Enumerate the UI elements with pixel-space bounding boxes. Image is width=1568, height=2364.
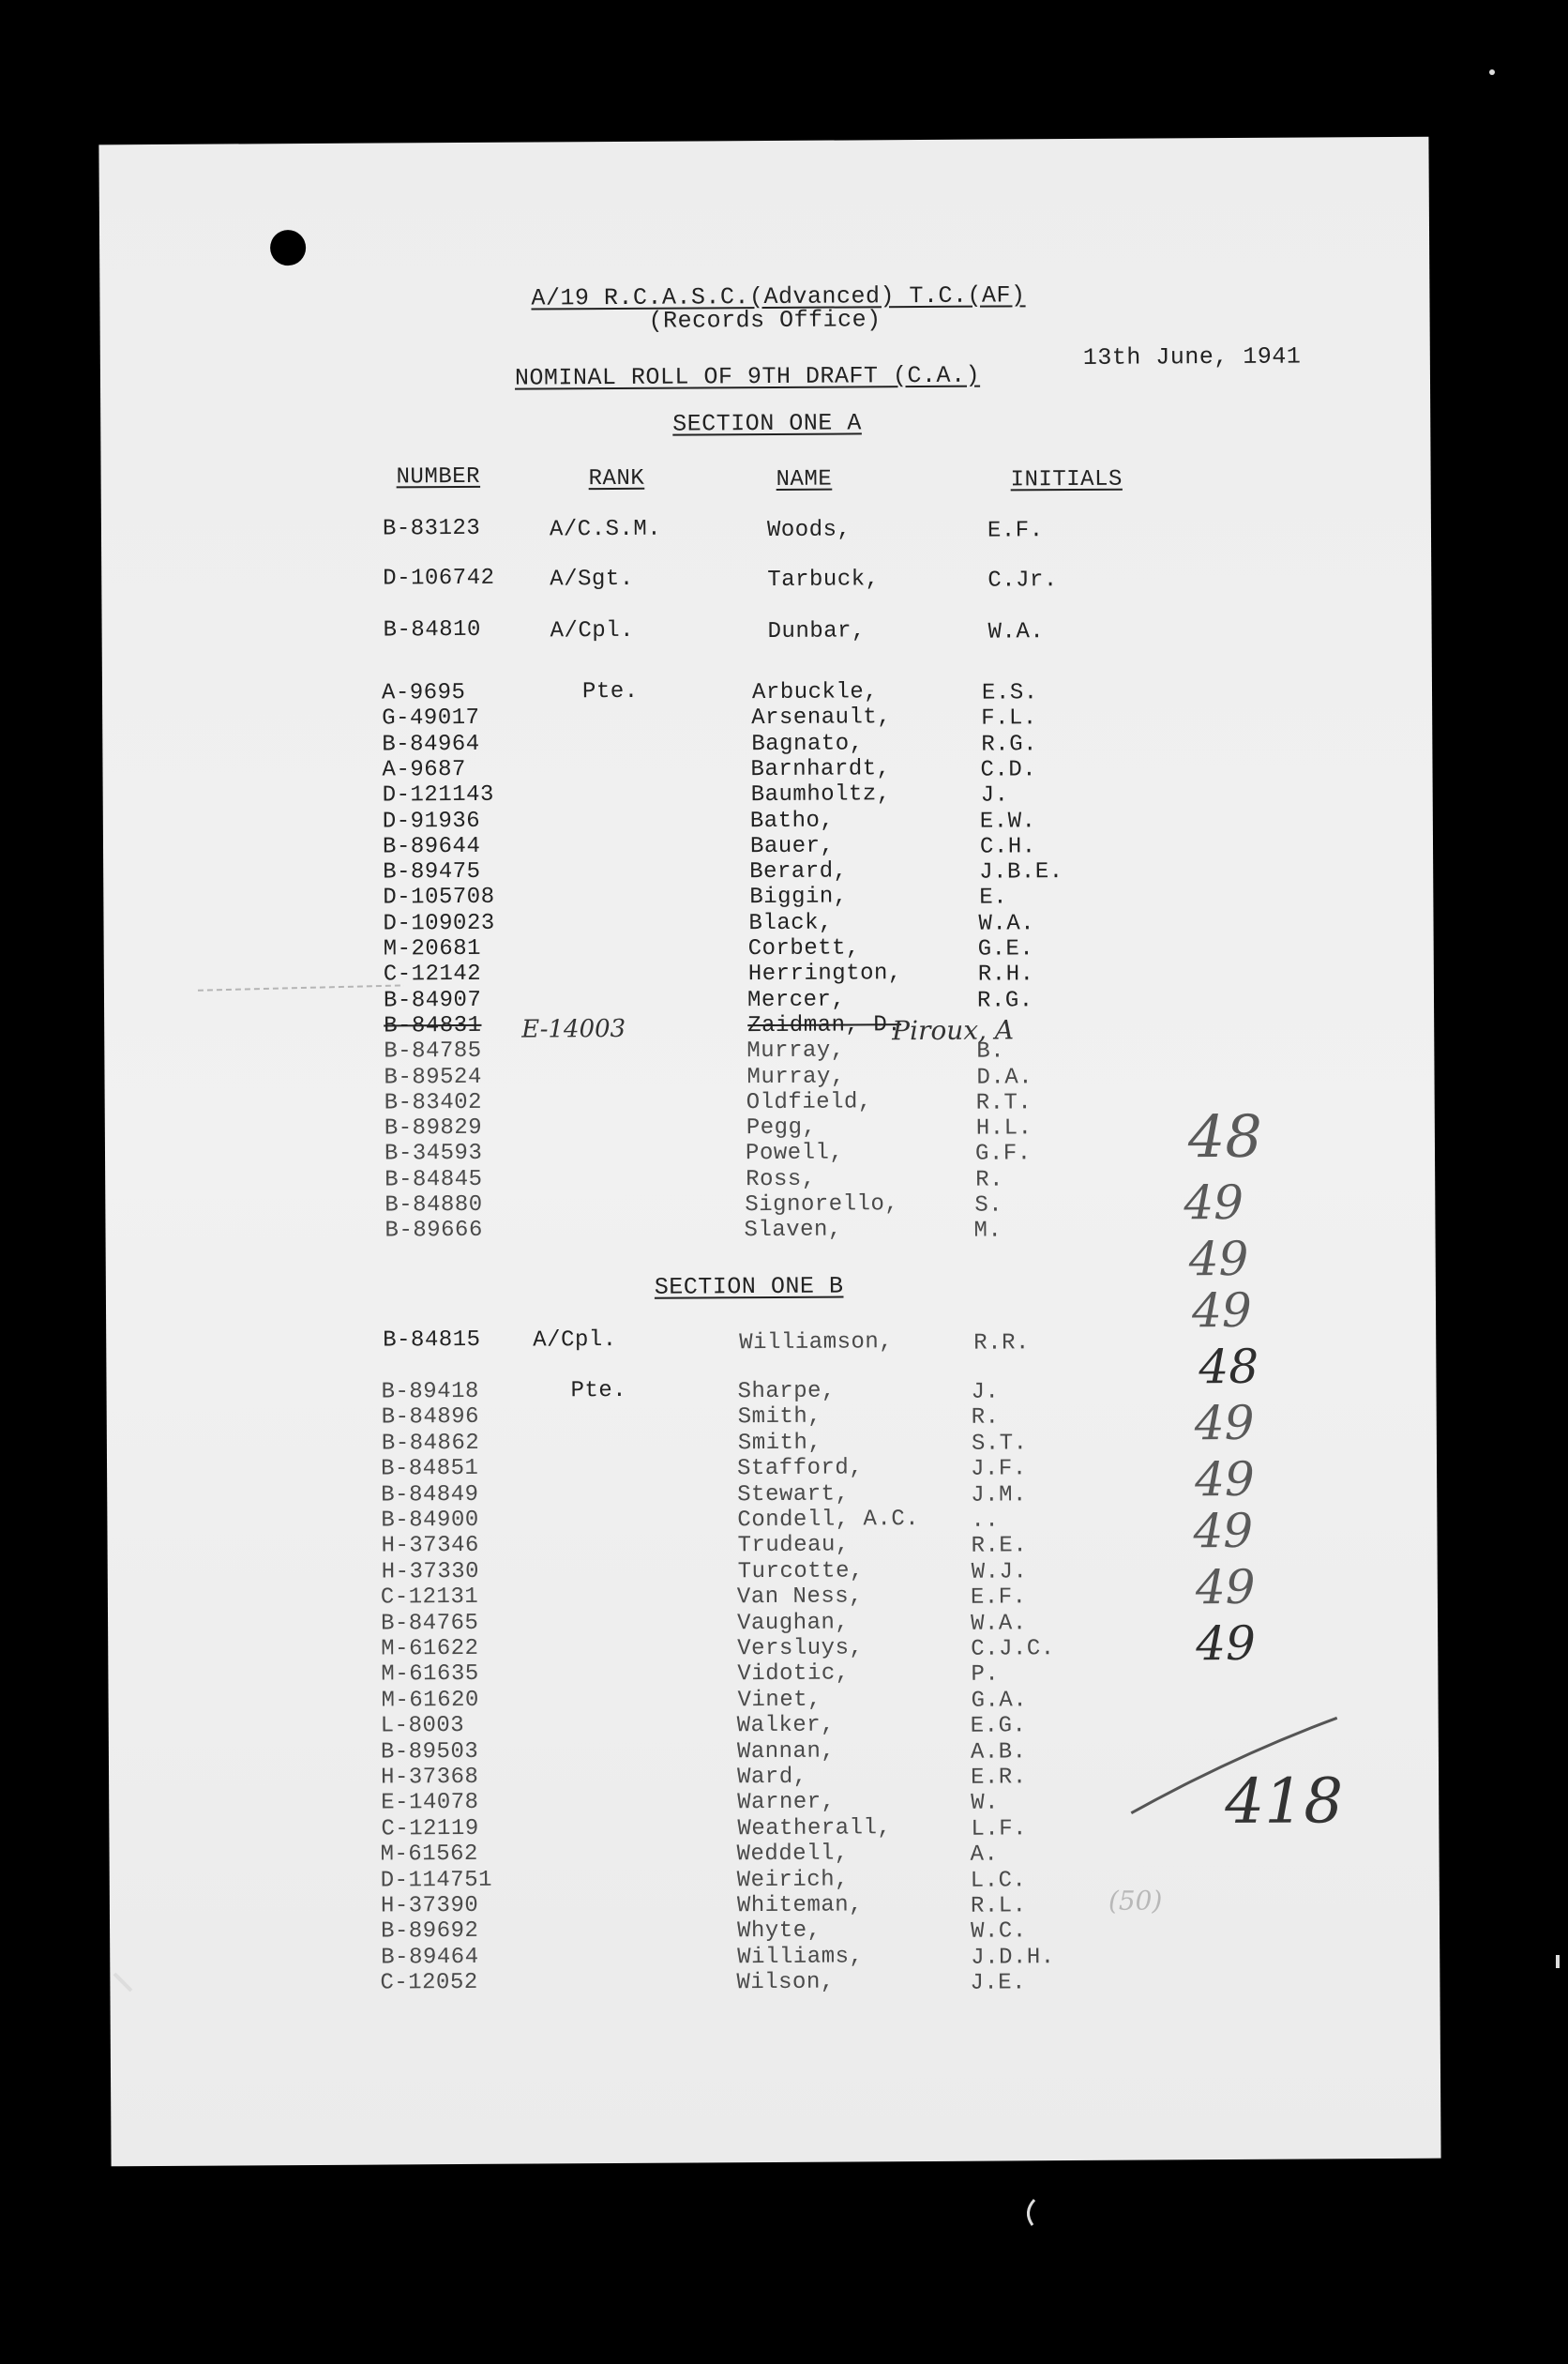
entry-initials: J.D.H. xyxy=(971,1945,1055,1971)
entry-name: Powell, xyxy=(745,1140,844,1167)
entry-initials: A. xyxy=(970,1841,999,1868)
entry-name: Tarbuck, xyxy=(767,567,880,594)
speck xyxy=(1486,66,1498,79)
entry-number: E-14078 xyxy=(381,1789,479,1816)
entry-number: B-84765 xyxy=(380,1610,479,1637)
entry-number: M-61620 xyxy=(381,1687,479,1714)
entry-initials: R.G. xyxy=(981,732,1038,758)
entry-initials: J. xyxy=(971,1379,1000,1405)
faint-margin-line xyxy=(198,977,414,997)
entry-name: Stewart, xyxy=(737,1481,850,1508)
entry-name: Sharpe, xyxy=(737,1378,836,1405)
entry-initials: R. xyxy=(971,1404,1000,1431)
entry-rank: A/C.S.M. xyxy=(549,516,662,543)
tally-total: 418 xyxy=(1225,1765,1344,1839)
entry-initials: W.C. xyxy=(971,1918,1027,1945)
entry-initials: E.R. xyxy=(971,1765,1027,1791)
column-header-rank: RANK xyxy=(588,465,645,492)
entry-initials: P. xyxy=(971,1661,1000,1688)
entry-number: D-121143 xyxy=(382,781,494,809)
tally-count: 49 xyxy=(1191,1282,1252,1339)
entry-rank: Pte. xyxy=(581,678,639,705)
entry-name: Warner, xyxy=(737,1789,836,1816)
entry-name: Whiteman, xyxy=(736,1892,864,1919)
entry-name: Mercer, xyxy=(746,987,846,1014)
entry-name: Black, xyxy=(748,910,834,937)
entry-initials: C.D. xyxy=(980,757,1037,783)
entry-initials: R.L. xyxy=(970,1893,1027,1919)
entry-name: Dunbar, xyxy=(767,618,867,645)
entry-number: C-12131 xyxy=(380,1584,479,1611)
entry-number: C-12142 xyxy=(383,961,482,988)
speck xyxy=(1018,2195,1046,2233)
entry-initials: G.A. xyxy=(971,1688,1028,1714)
entry-name: Walker, xyxy=(736,1712,836,1739)
entry-initials: R.T. xyxy=(975,1090,1033,1116)
entry-number: B-84815 xyxy=(383,1326,481,1354)
document-date: 13th June, 1941 xyxy=(1082,342,1302,371)
entry-number: B-84810 xyxy=(383,616,482,644)
entry-initials: W. xyxy=(971,1790,1000,1816)
entry-name: Arsenault, xyxy=(751,705,892,732)
entry-name: Bauer, xyxy=(749,833,835,860)
entry-name: Berard, xyxy=(749,858,848,886)
section-b-title: SECTION ONE B xyxy=(654,1272,844,1301)
entry-initials: M. xyxy=(973,1218,1003,1244)
section-a-title: SECTION ONE A xyxy=(672,409,862,438)
entry-number: B-83123 xyxy=(382,515,481,542)
entry-number: B-84907 xyxy=(383,987,482,1014)
entry-initials: E.G. xyxy=(970,1713,1027,1739)
entry-initials: L.C. xyxy=(970,1868,1027,1894)
tally-count: 49 xyxy=(1184,1174,1244,1231)
entry-number: L-8003 xyxy=(380,1713,465,1739)
margin-note: (50) xyxy=(1108,1885,1163,1917)
entry-initials: A.B. xyxy=(970,1739,1027,1765)
entry-initials: J. xyxy=(980,782,1009,809)
entry-name: Biggin, xyxy=(749,884,848,911)
entry-number: H-37330 xyxy=(381,1558,480,1585)
column-header-name: NAME xyxy=(776,466,833,492)
entry-initials: R.E. xyxy=(971,1533,1028,1559)
entry-initials: G.E. xyxy=(977,936,1034,962)
entry-name: Weatherall, xyxy=(737,1815,892,1842)
entry-initials: H.L. xyxy=(975,1115,1033,1142)
entry-number: B-89524 xyxy=(384,1064,482,1091)
entry-name: Herrington, xyxy=(747,961,902,988)
entry-initials: G.F. xyxy=(974,1141,1032,1167)
entry-name: Whyte, xyxy=(736,1917,822,1945)
entry-number: H-37368 xyxy=(380,1764,479,1791)
entry-name: Williamson, xyxy=(739,1329,894,1356)
entry-number: B-89475 xyxy=(383,858,481,886)
entry-name: Ward, xyxy=(736,1764,807,1791)
entry-name: Van Ness, xyxy=(736,1584,864,1611)
tally-count: 49 xyxy=(1193,1503,1254,1559)
entry-name: Arbuckle, xyxy=(751,679,879,706)
speck xyxy=(1552,1953,1563,1972)
entry-initials: R.H. xyxy=(977,962,1034,988)
entry-name: Condell, A.C. xyxy=(737,1507,920,1534)
entry-name: Vinet, xyxy=(737,1687,822,1714)
entry-number: B-89418 xyxy=(381,1378,479,1405)
entry-number: C-12052 xyxy=(380,1969,478,1996)
entry-initials: W.A. xyxy=(988,619,1045,645)
entry-rank: Pte. xyxy=(570,1377,627,1404)
entry-initials: R. xyxy=(975,1167,1004,1193)
entry-number: B-89503 xyxy=(380,1738,479,1765)
entry-number: B-89666 xyxy=(384,1217,483,1244)
entry-number: B-34593 xyxy=(384,1140,483,1167)
entry-number: B-84900 xyxy=(381,1507,479,1534)
entry-name: Corbett, xyxy=(747,935,860,962)
entry-number: G-49017 xyxy=(382,705,480,732)
entry-initials: F.L. xyxy=(981,705,1037,732)
tally-count: 49 xyxy=(1188,1231,1249,1287)
entry-number: B-84851 xyxy=(380,1455,479,1482)
entry-name: Weddell, xyxy=(736,1841,849,1868)
entry-number: D-91936 xyxy=(382,808,481,835)
entry-name: Murray, xyxy=(746,1038,845,1065)
entry-initials: E.F. xyxy=(987,518,1044,544)
entry-initials: R.G. xyxy=(976,988,1033,1014)
entry-number: D-109023 xyxy=(383,910,495,937)
tally-count: 49 xyxy=(1194,1395,1255,1451)
entry-number: H-37390 xyxy=(380,1892,479,1919)
tally-count: 49 xyxy=(1195,1559,1256,1615)
entry-name: Pegg, xyxy=(746,1114,817,1142)
entry-initials: J.B.E. xyxy=(979,859,1063,886)
entry-initials: L.F. xyxy=(971,1816,1028,1842)
entry-name: Batho, xyxy=(749,808,835,835)
entry-number: B-89692 xyxy=(380,1917,479,1945)
entry-name: Signorello, xyxy=(745,1191,899,1219)
column-header-number: NUMBER xyxy=(396,463,481,491)
entry-initials: J.M. xyxy=(971,1482,1027,1508)
entry-number: B-84849 xyxy=(381,1481,479,1508)
entry-number: M-61562 xyxy=(380,1841,478,1868)
entry-initials: R.R. xyxy=(973,1330,1030,1356)
correction-name: Piroux, A xyxy=(892,1014,1015,1047)
entry-name: Smith, xyxy=(737,1403,822,1431)
entry-number: B-89644 xyxy=(382,833,481,860)
speck xyxy=(111,1970,139,1998)
entry-name: Barnhardt, xyxy=(750,756,891,783)
entry-number: C-12119 xyxy=(381,1815,479,1842)
entry-name: Vaughan, xyxy=(736,1610,850,1637)
entry-name: Turcotte, xyxy=(737,1558,864,1585)
entry-name: Ross, xyxy=(746,1166,816,1193)
entry-name: Oldfield, xyxy=(746,1089,872,1116)
entry-name: Smith, xyxy=(737,1430,822,1457)
entry-number: B-84896 xyxy=(381,1403,480,1431)
entry-name: Weirich, xyxy=(736,1867,850,1894)
entry-initials: J.E. xyxy=(970,1970,1027,1996)
entry-number: B-84880 xyxy=(384,1191,483,1219)
entry-name: Zaidman, D. xyxy=(747,1012,902,1039)
entry-initials: C.H. xyxy=(979,834,1036,860)
entry-number: A-9695 xyxy=(381,679,466,706)
entry-initials: E.W. xyxy=(979,809,1036,835)
entry-initials: C.J.C. xyxy=(971,1636,1055,1662)
entry-number: B-83402 xyxy=(384,1089,483,1116)
entry-initials: J.F. xyxy=(970,1456,1027,1482)
entry-number: M-61635 xyxy=(381,1660,479,1688)
entry-initials: D.A. xyxy=(976,1065,1033,1091)
entry-name: Trudeau, xyxy=(737,1532,850,1559)
entry-initials: S. xyxy=(974,1192,1003,1219)
entry-number: B-84845 xyxy=(384,1166,483,1193)
entry-number: B-84785 xyxy=(384,1038,482,1065)
entry-name: Baumholtz, xyxy=(750,781,891,809)
tally-count: 48 xyxy=(1199,1339,1259,1395)
unit-heading: A/19 R.C.A.S.C.(Advanced) T.C.(AF) xyxy=(531,281,1026,312)
entry-initials: W.A. xyxy=(978,911,1035,937)
entry-number: B-84964 xyxy=(382,731,480,758)
entry-name: Murray, xyxy=(746,1064,845,1091)
entry-initials: W.A. xyxy=(970,1611,1027,1637)
entry-rank: A/Cpl. xyxy=(533,1327,617,1354)
entry-name: Williams, xyxy=(737,1944,864,1971)
tally-count: 49 xyxy=(1196,1615,1257,1672)
column-header-initials: INITIALS xyxy=(1010,466,1123,493)
entry-initials: W.J. xyxy=(971,1559,1028,1585)
entry-initials: .. xyxy=(971,1508,1000,1534)
entry-initials: C.Jr. xyxy=(988,568,1058,594)
entry-initials: E.F. xyxy=(970,1584,1027,1611)
punch-hole xyxy=(270,230,306,265)
entry-name: Woods, xyxy=(766,517,852,544)
entry-name: Wannan, xyxy=(736,1738,836,1765)
office-heading: (Records Office) xyxy=(648,306,882,335)
entry-number: D-114751 xyxy=(380,1867,493,1894)
entry-rank: A/Cpl. xyxy=(550,617,635,644)
entry-number: M-61622 xyxy=(381,1635,479,1662)
entry-number: A-9687 xyxy=(382,756,467,783)
entry-name: Versluys, xyxy=(737,1635,864,1662)
entry-number: D-106742 xyxy=(383,565,495,592)
entry-name: Slaven, xyxy=(744,1217,842,1244)
entry-number: H-37346 xyxy=(381,1532,479,1559)
entry-initials: E.S. xyxy=(981,680,1038,706)
entry-number: B-84862 xyxy=(381,1430,480,1457)
tally-count: 49 xyxy=(1194,1451,1255,1508)
entry-name: Vidotic, xyxy=(737,1660,850,1688)
entry-number: M-20681 xyxy=(383,935,482,962)
entry-initials: S.T. xyxy=(971,1431,1028,1457)
entry-name: Stafford, xyxy=(736,1455,864,1482)
entry-number: B-84831 xyxy=(384,1012,482,1039)
entry-name: Bagnato, xyxy=(751,731,864,758)
entry-number: B-89829 xyxy=(384,1114,483,1142)
entry-initials: B. xyxy=(976,1038,1005,1065)
entry-number: D-105708 xyxy=(383,884,495,911)
entry-number: B-89464 xyxy=(381,1944,479,1971)
entry-name: Wilson, xyxy=(736,1969,835,1996)
document-title: NOMINAL ROLL OF 9TH DRAFT (C.A.) xyxy=(514,361,981,392)
tally-count: 48 xyxy=(1187,1101,1263,1172)
entry-initials: E. xyxy=(979,885,1008,911)
correction-number: E-14003 xyxy=(521,1014,626,1044)
entry-rank: A/Sgt. xyxy=(550,566,634,593)
document-page xyxy=(98,137,1440,2167)
